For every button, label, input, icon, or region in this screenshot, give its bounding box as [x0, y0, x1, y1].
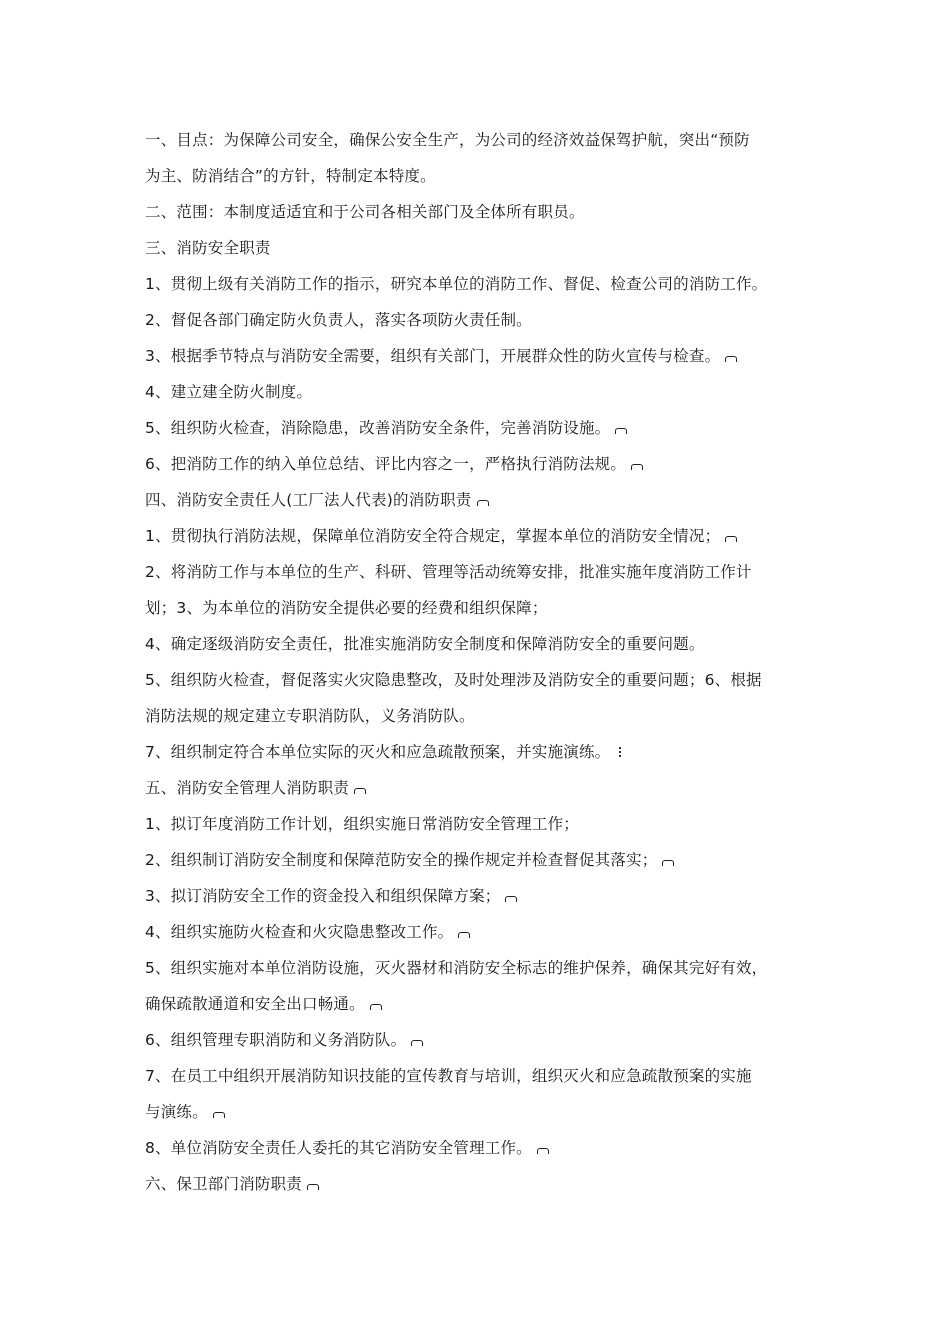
list-item: 4、组织实施防火检查和火灾隐患整改工作。 — [145, 914, 820, 950]
text-line: 一、目点：为保障公司安全，确保公安全生产，为公司的经济效益保驾护航，突出“预防 — [145, 131, 750, 149]
vertical-dots-icon — [616, 746, 624, 758]
paragraph-mark-icon — [661, 857, 675, 867]
paragraph-mark-icon — [630, 461, 644, 471]
paragraph-mark-icon — [614, 425, 628, 435]
paragraph-mark-icon — [504, 893, 518, 903]
document-body — [145, 122, 820, 1202]
list-item: 2、督促各部门确定防火负责人，落实各项防火责任制。 — [145, 311, 532, 329]
list-item: 5、组织防火检查，消除隐患，改善消防安全条件，完善消防设施。 — [145, 410, 820, 446]
list-item: 8、单位消防安全责任人委托的其它消防安全管理工作。 — [145, 1130, 820, 1166]
paragraph-mark-icon — [536, 1145, 550, 1155]
list-item: 1、贯彻上级有关消防工作的指示，研究本单位的消防工作、督促、检查公司的消防工作。 — [145, 275, 768, 293]
paragraph-mark-icon — [306, 1181, 320, 1191]
list-item: 1、贯彻执行消防法规，保障单位消防安全符合规定，掌握本单位的消防安全情况； — [145, 518, 820, 554]
section-heading: 五、消防安全管理人消防职责 — [145, 770, 820, 806]
text-line: 为主、防消结合”的方针，特制定本特度。 — [145, 167, 436, 185]
list-item: 3、拟订消防安全工作的资金投入和组织保障方案； — [145, 878, 820, 914]
list-item: 6、组织管理专职消防和义务消防队。 — [145, 1022, 820, 1058]
paragraph-mark-icon — [476, 497, 490, 507]
section-heading: 四、消防安全责任人(工厂法人代表)的消防职责 — [145, 482, 820, 518]
list-item: 2、组织制订消防安全制度和保障范防安全的操作规定并检查督促其落实； — [145, 842, 820, 878]
list-item: 5、组织实施对本单位消防设施，灭火器材和消防安全标志的维护保养，确保其完好有效， — [145, 959, 768, 977]
section-heading: 二、范围：本制度适适宜和于公司各相关部门及全体所有职员。 — [145, 203, 585, 221]
paragraph-mark-icon — [369, 1001, 383, 1011]
list-item: 5、组织防火检查，督促落实火灾隐患整改，及时处理涉及消防安全的重要问题；6、根据 — [145, 671, 762, 689]
list-item: 2、将消防工作与本单位的生产、科研、管理等活动统筹安排，批准实施年度消防工作计 — [145, 563, 752, 581]
paragraph-mark-icon — [212, 1109, 226, 1119]
list-item: 1、拟订年度消防工作计划，组织实施日常消防安全管理工作； — [145, 815, 579, 833]
paragraph-mark-icon — [724, 353, 738, 363]
list-item: 7、在员工中组织开展消防知识技能的宣传教育与培训，组织灭火和应急疏散预案的实施 — [145, 1067, 752, 1085]
list-item: 6、把消防工作的纳入单位总结、评比内容之一，严格执行消防法规。 — [145, 446, 820, 482]
list-item: 7、组织制定符合本单位实际的灭火和应急疏散预案，并实施演练。 — [145, 734, 820, 770]
section-heading: 三、消防安全职责 — [145, 239, 271, 257]
list-item: 与演练。 — [145, 1094, 820, 1130]
list-item: 4、确定逐级消防安全责任，批准实施消防安全制度和保障消防安全的重要问题。 — [145, 635, 705, 653]
paragraph-mark-icon — [353, 785, 367, 795]
section-heading: 六、保卫部门消防职责 — [145, 1166, 820, 1202]
list-item: 4、建立建全防火制度。 — [145, 383, 313, 401]
paragraph-mark-icon — [410, 1037, 424, 1047]
list-item: 3、根据季节特点与消防安全需要，组织有关部门，开展群众性的防火宣传与检查。 — [145, 338, 820, 374]
paragraph-mark-icon — [724, 533, 738, 543]
list-item: 确保疏散通道和安全出口畅通。 — [145, 986, 820, 1022]
list-item: 划；3、为本单位的消防安全提供必要的经费和组织保障； — [145, 599, 548, 617]
list-item: 消防法规的规定建立专职消防队，义务消防队。 — [145, 707, 475, 725]
paragraph-mark-icon — [457, 929, 471, 939]
